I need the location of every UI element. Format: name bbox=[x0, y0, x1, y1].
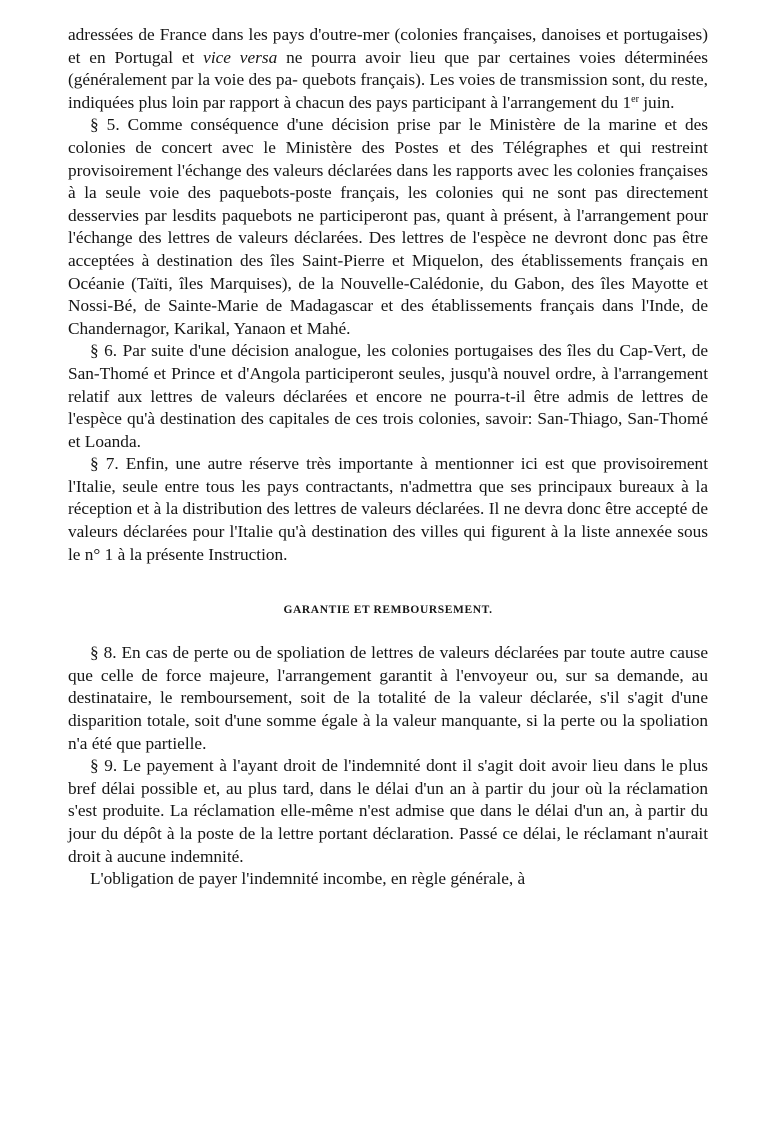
text-line: quebots français). Les voies de transmission sont, du reste, indiquées bbox=[68, 70, 708, 112]
document-page bbox=[68, 24, 708, 891]
paragraph-10: L'obligation de payer l'indemnité incombe, en règle générale, à bbox=[90, 869, 526, 889]
text-line: danoises et portugaises) et en Portugal et bbox=[68, 25, 708, 67]
paragraph-5: § 5. Comme conséquence d'une décision prise par le Ministère de la marine et des colonies de concert avec le Ministère des Postes et des Télégraphes et qui restreint provisoirement l'échange des valeurs déclarées dans les rapports avec les colonies françaises à la seule voie des paquebots-poste français, les colonies qui ne sont pas directement desservies par lesdits paquebots ne participeront pas, quant à présent, à l'arrangement pour l'échange des lettres de valeurs déclarées. Des lettres de l'espèce ne devront donc pas être acceptées à destination des îles Saint-Pierre et Miquelon, des établissements français en Océanie (Taïti, îles Marquises), de la Nouvelle-Calédonie, du Gabon, des îles Mayotte et Nossi-Bé, de Sainte-Marie de Madagascar et des établissements français dans l'Inde, de Chandernagor, Karikal, Yanaon et Mahé. bbox=[68, 115, 708, 338]
superscript: er bbox=[631, 93, 639, 105]
text-line: juin. bbox=[638, 92, 675, 112]
text-line: adressées de France dans les pays d'outre-mer (colonies françaises, bbox=[68, 25, 537, 44]
text-line: que par certaines voies déterminées (généralement par la voie des pa- bbox=[68, 47, 708, 90]
paragraph-7: § 7. Enfin, une autre réserve très importante à mentionner ici est que provisoirement l'Italie, seule entre tous les pays contractants, n'admettra que ses principaux bureaux à la réception et à la distribution des lettres de valeurs déclarées. Il ne devra donc être accepté de valeurs déclarées pour l'Italie qu'à destination des villes qui figurent à la liste annexée sous le n° 1 à la présente Instruction. bbox=[68, 454, 708, 564]
paragraph-continuation bbox=[68, 24, 708, 114]
text-line: 1 bbox=[622, 92, 632, 112]
text-line: ne pourra avoir lieu bbox=[277, 47, 436, 67]
section-heading: GARANTIE ET REMBOURSEMENT. bbox=[283, 604, 493, 617]
paragraph-6: § 6. Par suite d'une décision analogue, les colonies portugaises des îles du Cap-Vert, de San-Thomé et Prince et d'Angola participeront seules, jusqu'à nouvel ordre, à l'arrangement relatif aux lettres de valeurs déclarées et encore ne pourra-t-il être admis de lettres de l'espèce qu'à destination des capitales de ces trois colonies, savoir: San-Thiago, San-Thomé et Loanda. bbox=[68, 341, 708, 451]
paragraph-8: § 8. En cas de perte ou de spoliation de lettres de valeurs déclarées par toute autre cause que celle de force majeure, l'arrangement garantit à l'envoyeur ou, sur sa demande, au destinataire, le remboursement, soit de la totalité de la valeur déclarée, s'il s'agit d'une disparition totale, soit d'une somme égale à la valeur manquante, si la perte ou la spoliation n'a été que partielle. bbox=[68, 643, 708, 753]
paragraph-9: § 9. Le payement à l'ayant droit de l'indemnité dont il s'agit doit avoir lieu dans le plus bref délai possible et, au plus tard, dans le délai d'un an à partir du jour où la réclamation s'est produite. La réclamation elle-même n'est admise que dans le délai d'un an, à partir du jour du dépôt à la poste de la lettre portant déclaration. Passé ce délai, le réclamant n'aurait droit à aucune indemnité. bbox=[68, 756, 708, 866]
text-line: plus loin par rapport à chacun des pays participant à l'arrangement du bbox=[138, 92, 619, 112]
italic-text: vice versa bbox=[203, 47, 278, 67]
